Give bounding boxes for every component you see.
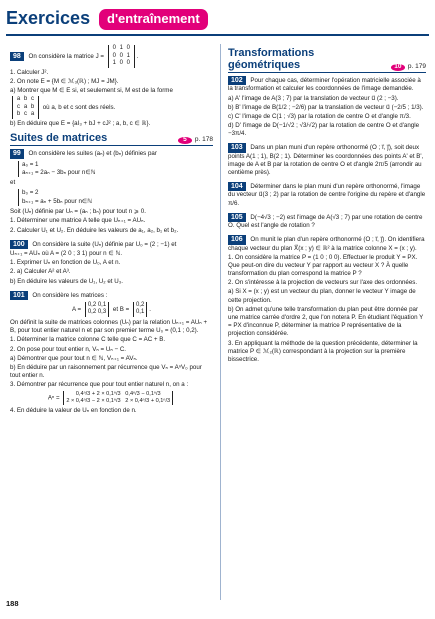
ex98-q2a: a) Montrer que M ∈ E si, et seulement si, M est de la forme — [10, 86, 173, 94]
page-title: Exercices — [6, 8, 91, 28]
section-reference: 10 p. 179 — [391, 64, 426, 71]
ex98-matrix-line: a b c c a b b c a où a, b et c sont des réels. — [10, 96, 213, 119]
exercise-104: 104 Déterminer dans le plan muni d'un repère orthonormé, l'image du vecteur u⃗(3 ; 2) par la rotation de centre l'origine du repère et d'angle π/6. — [228, 183, 426, 207]
page-number: 188 — [6, 599, 19, 608]
right-column — [228, 44, 426, 369]
reference-badge: 5 — [178, 137, 192, 144]
ex99-q2: 2. Calculer U₁ et U₂. En déduire les valeurs de a₁, a₂, b₁ et b₂. — [10, 226, 179, 234]
exercise-number: 105 — [228, 213, 246, 222]
matrix-An: Aⁿ = 0,4ⁿ/3 + 2 × 0,1ⁿ/3 0,4ⁿ/3 − 0,1ⁿ/3 2 × 0,4ⁿ/3 − 2 × 0,1ⁿ/3 2 × 0,4ⁿ/3 + 0,1ⁿ/3 — [10, 391, 213, 405]
exercise-number: 103 — [228, 143, 246, 152]
ex98-q1: 1. Calculer J². — [10, 68, 49, 76]
exercise-number: 101 — [10, 291, 28, 300]
exercise-number: 100 — [10, 240, 28, 249]
ex98-intro: 98 On considère la matrice J = 0 1 0 0 0 1 1 0 0. — [10, 45, 213, 68]
matrix-M: a b c c a b b c a — [12, 96, 39, 119]
matrices-A-B: A = 0,2 0,1 0,2 0,3 et B = 0,2 0,1 . — [71, 301, 152, 316]
ex99-def: Soit (Uₙ) définie par Uₙ = (aₙ ; bₙ) pour tout n ⩾ 0. — [10, 208, 146, 216]
matrix-J: 0 1 0 0 0 1 1 0 0 — [108, 45, 135, 68]
left-column — [10, 44, 213, 421]
exercise-number: 99 — [10, 149, 24, 158]
section-transformations — [228, 48, 426, 73]
matrix-A: 0,2 0,1 0,2 0,3 — [85, 302, 109, 317]
ex99-q1: 1. Déterminer une matrice A telle que Uₙ₊₁ = AUₙ. — [10, 217, 146, 225]
section-title: Suites de matrices — [10, 131, 108, 144]
column-divider — [220, 44, 221, 600]
exercise-103: 103 Dans un plan muni d'un repère orthonormé (O ; i⃗, j⃗), soit deux points A(1 ; 1), B(2 ; 1). Déterminer les coordonnées des points A' et B', image de A et B par la rotation de centre O et d'angle 2π/5 (arrondir au centième près). — [228, 144, 424, 177]
exercise-102: 102 Pour chaque cas, déterminer l'opération matricielle associée à la transformation et calculer les coordonnées de l'image demandée. a) A' l'image de A(3 ; 7) par la translation de vecteur u⃗ (2 ; −3). b) B' l'image de B(1/2 ; −2/6) par la translation de vecteur u⃗ (−2/5 ; 1/3). c) C' l'image de C(1 ; √3) par la rotation de centre O et d'angle π/3. d) D' l'image de D(−1/√2 ; √3/√2) par la rotation de centre O et d'angle −3π/4. — [228, 77, 424, 138]
ex98-q2: 2. On note E = {M ∈ ℳ₃(ℝ) ; MJ = JM}. — [10, 77, 119, 85]
ex98-q2b: b) En déduire que E = {aI₃ + bJ + cJ² ; a, b, c ∈ ℝ}. — [10, 119, 151, 127]
reference-badge: 10 — [391, 64, 405, 71]
exercise-number: 104 — [228, 182, 246, 191]
section-suites-de-matrices — [10, 133, 213, 147]
page-title-badge: d'entraînement — [99, 9, 208, 30]
exercise-105: 105 D(−4√3 ; −2) est l'image de A(√3 ; 7) par une rotation de centre O. Quel est l'angle de rotation ? — [228, 213, 423, 230]
section-title: Transformations géométriques — [228, 47, 315, 71]
header-rule — [6, 34, 429, 36]
exercise-101: 101 On considère les matrices : A = 0,2 0,1 0,2 0,3 et B = 0,2 0,1 . On définit la suite de matrices colonnes (Uₙ) par la relation Uₙ₊₁ = AUₙ + B, pour tout entier naturel n et par son premier terme U₀ = (0,1 ; 0,2). 1. Déterminer la matrice colonne C telle que C = AC + B. 2. On pose pour tout entier n, Vₙ = Uₙ − C. a) Démontrer que pour tout n ∈ ℕ, Vₙ₊₁ = AVₙ. b) En déduire par un raisonnement par récurrence que Vₙ = AⁿV₀ pour tout entier n. 3. Démontrer par récurrence que pour tout entier naturel n, on a : Aⁿ = 0,4ⁿ/3 + 2 × 0,1ⁿ/3 0,4ⁿ/3 − 0,1ⁿ/3 2 × 0,4ⁿ/3 − 2 × 0,1ⁿ/3 2 × 0,4ⁿ/3 + 0,1ⁿ/3 4. En déduire la valeur de Uₙ en fonction de n. — [10, 291, 213, 416]
exercise-100: 100 On considère la suite (Uₙ) définie par U₀ = (2 ; −1) et Uₙ₊₁ = AUₙ où A = (2 0 ; 3 1) pour n ∈ ℕ. 1. Exprimer Uₙ en fonction de U₀, A et n. 2. a) Calculer A² et A³. b) En déduire les valeurs de U₁, U₂ et U₃. — [10, 240, 177, 285]
page-header — [0, 0, 435, 36]
exercise-number: 106 — [228, 235, 246, 244]
matrix-B: 0,2 0,1 — [133, 302, 147, 317]
exercise-98 — [10, 45, 213, 128]
exercise-99: 99 On considère les suites (aₙ) et (bₙ) définies par a₀ = 1 aₙ₊₁ = 2aₙ − 3bₙ pour n∈ℕ et b₀ = 2 bₙ₊₁ = aₙ + 5bₙ pour n∈ℕ Soit (Uₙ) définie par Uₙ = (aₙ ; bₙ) pour tout n ⩾ 0. 1. Déterminer une matrice A telle que Uₙ₊₁ = AUₙ. 2. Calculer U₁ et U₂. En déduire les valeurs de a₁, a₂, b₁ et b₂. — [10, 149, 213, 234]
section-reference: 5 p. 178 — [178, 137, 213, 144]
system-a: a₀ = 1 aₙ₊₁ = 2aₙ − 3bₙ pour n∈ℕ — [18, 161, 213, 178]
exercise-number: 102 — [228, 76, 246, 85]
exercise-number: 98 — [10, 52, 24, 61]
system-b: b₀ = 2 bₙ₊₁ = aₙ + 5bₙ pour n∈ℕ — [18, 189, 213, 206]
exercise-106: 106 On munit le plan d'un repère orthonormé (O ; i⃗, j⃗). On identifiera chaque vecteur du plan X⃗(x ; y) ∈ ℝ² à la matrice colonne X = (x ; y). 1. On considère la matrice P = (1 0 ; 0 0). Effectuer le produit Y = PX. Que peut-on dire du vecteur Y par rapport au vecteur X ? À quelle transformation du plan correspond la matrice P ? 2. On s'intéresse à la projection de vecteurs sur l'axe des ordonnées. a) Si X = (x ; y) est un vecteur du plan, donner le vecteur Y image de cette projection. b) On admet qu'une telle transformation du plan peut être donnée par une matrice carrée d'ordre 2, que l'on notera P. En étudiant l'équation Y = PX d'inconnue P, déterminer la matrice P représentative de la projection considérée. 3. En appliquant la méthode de la question précédente, déterminer la matrice P ∈ ℳ₂(ℝ) correspondant à la projection sur la première bissectrice. — [228, 236, 425, 363]
